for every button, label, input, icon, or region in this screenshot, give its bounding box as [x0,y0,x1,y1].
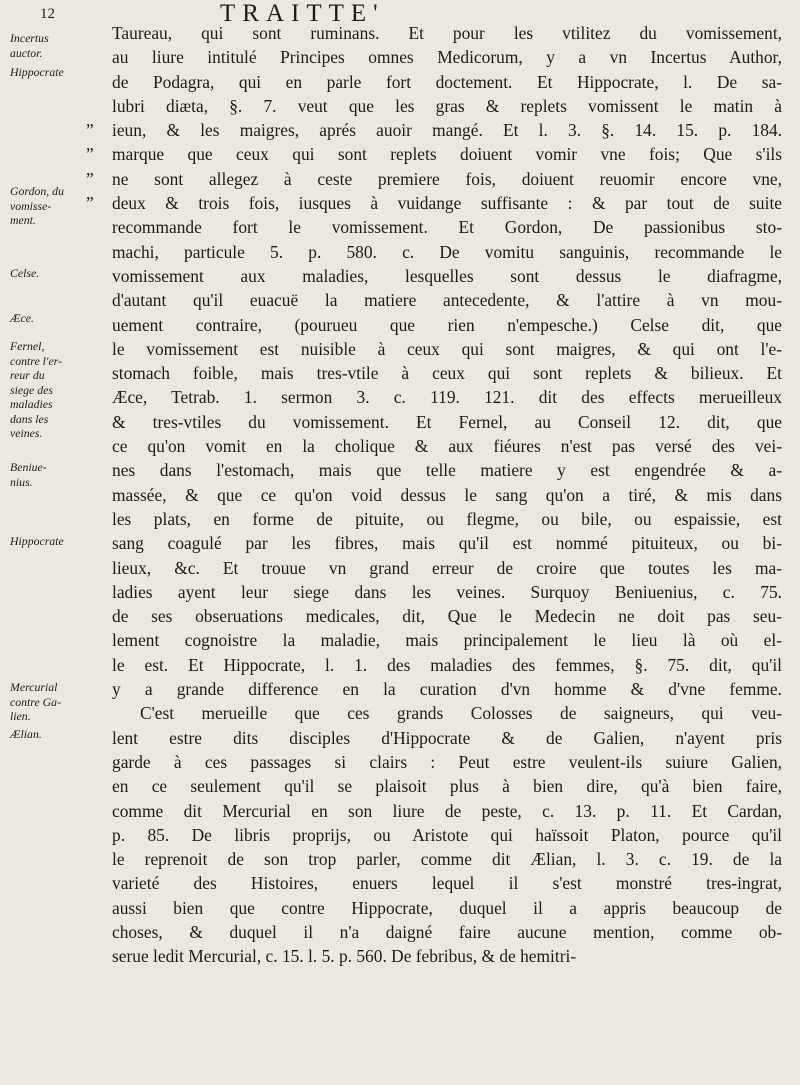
text-line [112,458,782,482]
quote-mark: ” [86,120,94,141]
line-text: ieun, & les maigres, aprés auoir mangé. Et l. 3. §. 14. 15. p. 184. [112,120,782,141]
margin-note-line: contre Ga- [10,694,61,709]
line-text: les plats, en forme de pituite, ou flegme, ou bile, ou espaissie, est [112,508,782,529]
text-line [86,118,782,142]
line-text: garde à ces passages si clairs : Peut estre veulent-ils suiure Galien, [112,751,782,772]
quote-mark: ” [86,193,94,214]
line-text: d'autant qu'il euacuë la matiere antecedente, & l'attire à vn mou- [112,290,782,311]
text-line [112,240,782,264]
margin-note [10,266,100,281]
text-line [112,628,782,652]
text-line [112,847,782,871]
line-text: recommande fort le vomissement. Et Gordon, De passionibus sto- [112,217,782,238]
text-line [112,434,782,458]
line-text: sang coagulé par les fibres, mais qu'il est nommé pituiteux, ou bi- [112,533,782,554]
text-line [112,21,782,45]
line-text: Taureau, qui sont ruminans. Et pour les vtilitez du vomissement, [112,23,782,43]
margin-note-line: Æce. [10,311,34,325]
margin-note-line: vomisse- [10,198,52,213]
line-text: machi, particule 5. p. 580. c. De vomitu sanguinis, recommande le [112,241,782,262]
margin-note [10,65,100,80]
text-line [112,264,782,288]
quote-mark: ” [86,168,94,189]
margin-note [10,31,100,60]
margin-note-line: Mercurial [10,680,58,694]
margin-note [10,727,100,742]
quote-mark: ” [86,144,94,165]
line-text: varieté des Histoires, enuers lequel il s'est monstré tres-ingrat, [112,873,782,894]
text-line [112,385,782,409]
margin-note-line: veines. [10,426,43,440]
running-title: TRAITTE' [220,0,385,27]
text-line [112,507,782,531]
line-text: marque que ceux qui sont replets doiuent vomir vne fois; Que s'ils [112,144,782,165]
line-text: ne sont allegez à ceste premiere fois, doiuent reuomir encore vne, [112,168,782,189]
text-line [112,556,782,580]
text-line [112,920,782,944]
text-line [112,483,782,507]
text-line [112,774,782,798]
text-line [112,750,782,774]
margin-note-line: Hippocrate [10,534,64,548]
line-text: uement contraire, (pourueu que rien n'empesche.) Celse dit, que [112,314,782,335]
line-text: le vomissement est nuisible à ceux qui sont maigres, & qui ont l'e- [112,338,782,359]
line-text: C'est merueille que ces grands Colosses de saigneurs, qui veu- [140,703,782,724]
margin-note-line: Fernel, [10,339,45,353]
margin-note-line: maladies [10,397,53,411]
margin-note-line: ment. [10,213,36,227]
text-line [112,871,782,895]
line-text: lement cognoistre la maladie, mais principalement le lieu là où el- [112,630,782,651]
line-text: ladies ayent leur siege dans les veines. Surquoy Beniuenius, c. 75. [112,581,782,602]
text-line [112,823,782,847]
margin-note-line: reur du [10,368,45,382]
line-text: de Podagra, qui en parle fort doctement. Et Hippocrate, l. De sa- [112,71,782,92]
line-text: comme dit Mercurial en son liure de peste, c. 13. p. 11. Et Cardan, [112,800,782,821]
line-text: Æce, Tetrab. 1. sermon 3. c. 119. 121. dit des effects merueilleux [112,387,782,408]
line-text: aussi bien que contre Hippocrate, duquel il a appris beaucoup de [112,897,782,918]
body-text [86,21,782,969]
margin-note-line: Beniue- [10,460,47,474]
margin-note [10,311,100,326]
line-text: deux & trois fois, iusques à vuidange suffisante : & par tout de suite [112,193,782,214]
text-line [112,313,782,337]
line-text: ce qu'on vomit en la cholique & aux fiéures n'est pas versé des vei- [112,436,782,457]
text-line [112,70,782,94]
line-text: vomissement aux maladies, lesquelles sont dessus le diafragme, [112,265,782,286]
text-line [112,531,782,555]
margin-note-line: Hippocrate [10,65,64,79]
text-line [86,191,782,215]
text-line [112,337,782,361]
page-number: 12 [40,6,55,22]
text-line [112,288,782,312]
line-text: choses, & duquel il n'a daigné faire aucune mention, comme ob- [112,921,782,942]
line-text: serue ledit Mercurial, c. 15. l. 5. p. 560. De febribus, & de hemitri- [112,946,577,967]
text-line [112,215,782,239]
text-line [112,45,782,69]
margin-note [10,534,100,549]
line-text: le reprenoit de son trop parler, comme dit Ælian, l. 3. c. 19. de la [112,849,782,870]
text-line [86,142,782,166]
text-line [112,94,782,118]
text-line [112,726,782,750]
line-text: le est. Et Hippocrate, l. 1. des maladies des femmes, §. 75. dit, qu'il [112,654,782,675]
text-line [86,167,782,191]
line-text: au liure intitulé Principes omnes Medicorum, y a vn Incertus Author, [112,47,782,68]
margin-note [10,460,100,489]
margin-note-line: lien. [10,709,31,723]
text-line [112,653,782,677]
margin-note-line: dans les [10,411,49,426]
line-text: y a grande difference en la curation d'vn homme & d'vne femme. [112,679,782,700]
text-line [112,580,782,604]
text-line [112,410,782,434]
line-text: lent estre dits disciples d'Hippocrate & de Galien, n'ayent pris [112,727,782,748]
margin-note-line: Celse. [10,266,40,280]
margin-note-line: Gordon, du [10,184,64,198]
text-line [112,677,782,701]
line-text: de ses obseruations medicales, dit, Que le Medecin ne doit pas seu- [112,606,782,627]
text-line [112,799,782,823]
margin-note-line: nius. [10,474,33,489]
margin-note-line: Ælian. [10,727,42,741]
line-text: & tres-vtiles du vomissement. Et Fernel, au Conseil 12. dit, que [112,411,782,432]
text-line [112,361,782,385]
text-line [112,944,782,968]
text-line [112,896,782,920]
text-line [112,604,782,628]
margin-note-line: siege des [10,382,53,397]
text-line [112,701,782,725]
line-text: lieux, &c. Et trouue vn grand erreur de croire que toutes les ma- [112,557,782,578]
margin-note-line: Incertus [10,31,49,45]
line-text: nes dans l'estomach, mais que telle matiere y est engendrée & a- [112,460,782,481]
margin-note-line: contre l'er- [10,353,62,368]
line-text: lubri diæta, §. 7. veut que les gras & replets vomissent le matin à [112,95,782,116]
line-text: massée, & que ce qu'on void dessus le sang qu'on a tiré, & mis dans [112,484,782,505]
margin-note [10,680,100,724]
line-text: stomach foible, mais tres-vtile à ceux qui sont replets & bilieux. Et [112,363,782,384]
margin-note [10,339,100,441]
margin-note-line: auctor. [10,45,43,60]
line-text: en ce seulement qu'il se plaisoit plus à bien dire, qu'à bien faire, [112,776,782,797]
line-text: p. 85. De libris proprijs, ou Aristote qui haïssoit Platon, pource qu'il [112,824,782,845]
